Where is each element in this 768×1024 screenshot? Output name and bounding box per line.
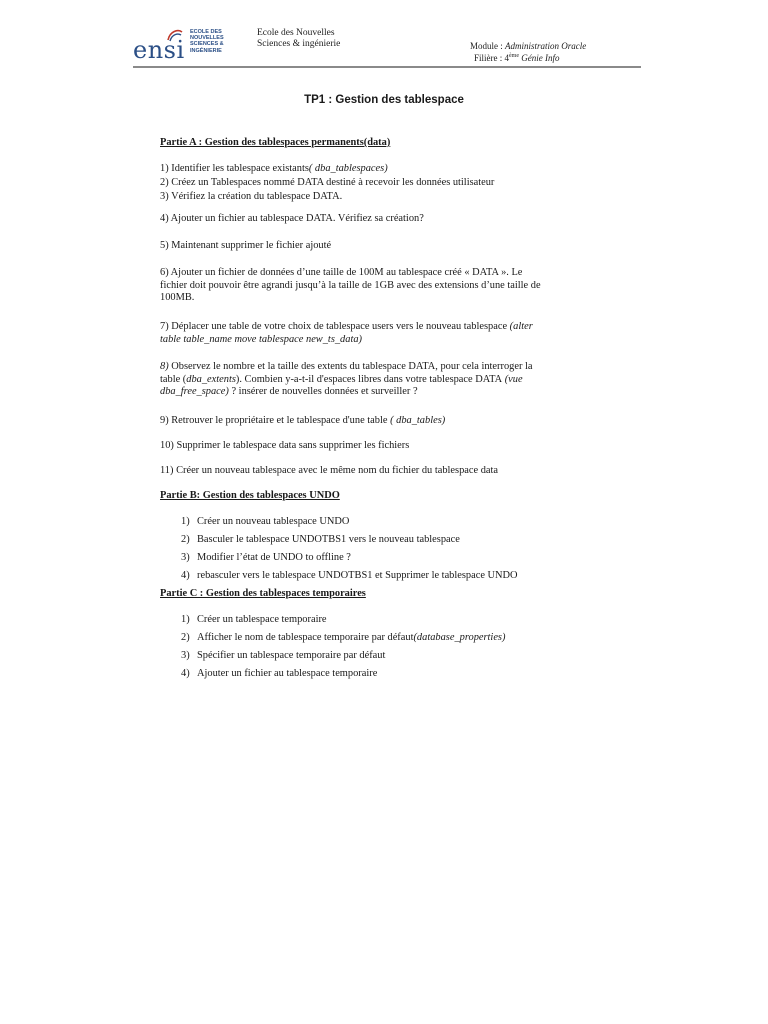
question-text: ? insérer de nouvelles données et surveiller ?	[228, 386, 418, 398]
list-item	[181, 614, 327, 626]
school-name-line: Ecole des Nouvelles	[257, 28, 335, 38]
question-italic: ( dba_tables)	[387, 415, 446, 426]
question-2: 2) Créez un Tablespaces nommé DATA destiné à recevoir les données utilisateur	[160, 177, 495, 188]
page-title: TP1 : Gestion des tablespace	[304, 94, 464, 106]
question-italic: dba_extents	[186, 373, 236, 385]
logo-wordmark: ensi	[133, 36, 185, 64]
question-italic: (alter	[507, 321, 533, 332]
list-number: 2)	[181, 632, 190, 643]
section-heading-part-b: Partie B: Gestion des tablespaces UNDO	[160, 490, 340, 501]
list-number: 1)	[181, 614, 190, 625]
section-heading-part-c: Partie C : Gestion des tablespaces temporaires	[160, 588, 366, 599]
module-value: Administration Oracle	[505, 41, 587, 51]
section-heading-part-a: Partie A : Gestion des tablespaces permanents(data)	[160, 137, 391, 148]
question-text: 7) Déplacer une table de votre choix de tablespace users vers le nouveau tablespace	[160, 321, 508, 332]
question-8	[160, 361, 630, 399]
ensi-logo	[133, 28, 243, 62]
list-number: 2)	[181, 534, 190, 545]
logo-school-text	[190, 29, 250, 54]
question-line	[160, 334, 630, 347]
school-name	[257, 28, 340, 50]
header-divider	[133, 66, 641, 68]
list-text: rebasculer vers le tablespace UNDOTBS1 et Supprimer le tablespace UNDO	[197, 570, 518, 581]
list-text: Afficher le nom de tablespace temporaire par défaut	[197, 632, 414, 643]
list-text: Basculer le tablespace UNDOTBS1 vers le nouveau tablespace	[197, 534, 460, 545]
list-item	[181, 668, 377, 680]
question-line	[160, 386, 630, 399]
logo-school-line: ECOLE DES	[190, 29, 222, 35]
question-1	[160, 163, 630, 176]
list-number: 4)	[181, 570, 190, 581]
question-4: 4) Ajouter un fichier au tablespace DATA. Vérifiez sa création?	[160, 213, 424, 224]
question-italic: (vue	[502, 373, 523, 385]
question-text: Observez le nombre et la taille des extents du tablespace DATA, pour cela interroger la	[168, 361, 533, 372]
question-line	[160, 321, 630, 334]
question-11: 11) Créer un nouveau tablespace avec le même nom du fichier du tablespace data	[160, 465, 499, 476]
filiere-sup: ème	[509, 53, 519, 59]
question-text: 1) Identifier les tablespace existants	[160, 163, 309, 174]
list-item	[181, 552, 351, 564]
module-line	[470, 41, 640, 51]
list-text: Créer un tablespace temporaire	[197, 614, 327, 625]
list-number: 1)	[181, 516, 190, 527]
list-text: Créer un nouveau tablespace UNDO	[197, 516, 350, 527]
question-line	[160, 361, 630, 374]
list-item	[181, 650, 385, 662]
filiere-value: Génie Info	[519, 53, 560, 63]
module-label: Module :	[470, 41, 505, 51]
logo-school-line: SCIENCES &	[190, 41, 224, 48]
question-5: 5) Maintenant supprimer le fichier ajouté	[160, 240, 332, 251]
question-italic: table table_name move tablespace new_ts_data)	[160, 333, 362, 345]
question-line	[160, 374, 630, 387]
question-3: 3) Vérifiez la création du tablespace DATA.	[160, 191, 343, 202]
filiere-label: Filière : 4	[474, 53, 509, 63]
question-text: ). Combien y-a-t-il d'espaces libres dans votre tablespace DATA	[235, 373, 503, 385]
question-10: 10) Supprimer le tablespace data sans supprimer les fichiers	[160, 440, 410, 451]
list-text: Modifier l’état de UNDO to offline ?	[197, 552, 351, 563]
module-info	[470, 41, 640, 63]
question-6	[160, 267, 630, 305]
list-number: 4)	[181, 668, 190, 679]
question-line: fichier doit pouvoir être agrandi jusqu’à la taille de 1GB avec des extensions d’une taille de	[160, 279, 541, 291]
list-item	[181, 632, 505, 644]
question-number: 8)	[160, 361, 169, 372]
list-item	[181, 570, 518, 582]
question-text: 9) Retrouver le propriétaire et le tablespace d'une table	[160, 415, 388, 426]
list-item	[181, 534, 460, 546]
list-number: 3)	[181, 650, 190, 661]
school-name-line: Sciences & ingénierie	[257, 39, 341, 49]
question-italic: ( dba_tablespaces)	[308, 163, 388, 174]
filiere-line	[470, 51, 640, 63]
logo-school-line: NOUVELLES	[190, 35, 224, 42]
question-9	[160, 415, 630, 428]
list-text: Ajouter un fichier au tablespace temporaire	[197, 668, 378, 679]
question-text: table (	[160, 373, 187, 385]
list-text: Spécifier un tablespace temporaire par défaut	[197, 650, 386, 661]
question-7	[160, 321, 630, 346]
logo-school-line: INGÉNIERIE	[190, 47, 222, 54]
question-line: 6) Ajouter un fichier de données d’une taille de 100M au tablespace créé « DATA ». Le	[160, 267, 523, 278]
question-italic: dba_free_space)	[160, 386, 229, 398]
list-italic: (database_properties)	[413, 632, 506, 643]
list-number: 3)	[181, 552, 190, 563]
question-line: 100MB.	[160, 292, 195, 304]
list-item	[181, 516, 349, 528]
